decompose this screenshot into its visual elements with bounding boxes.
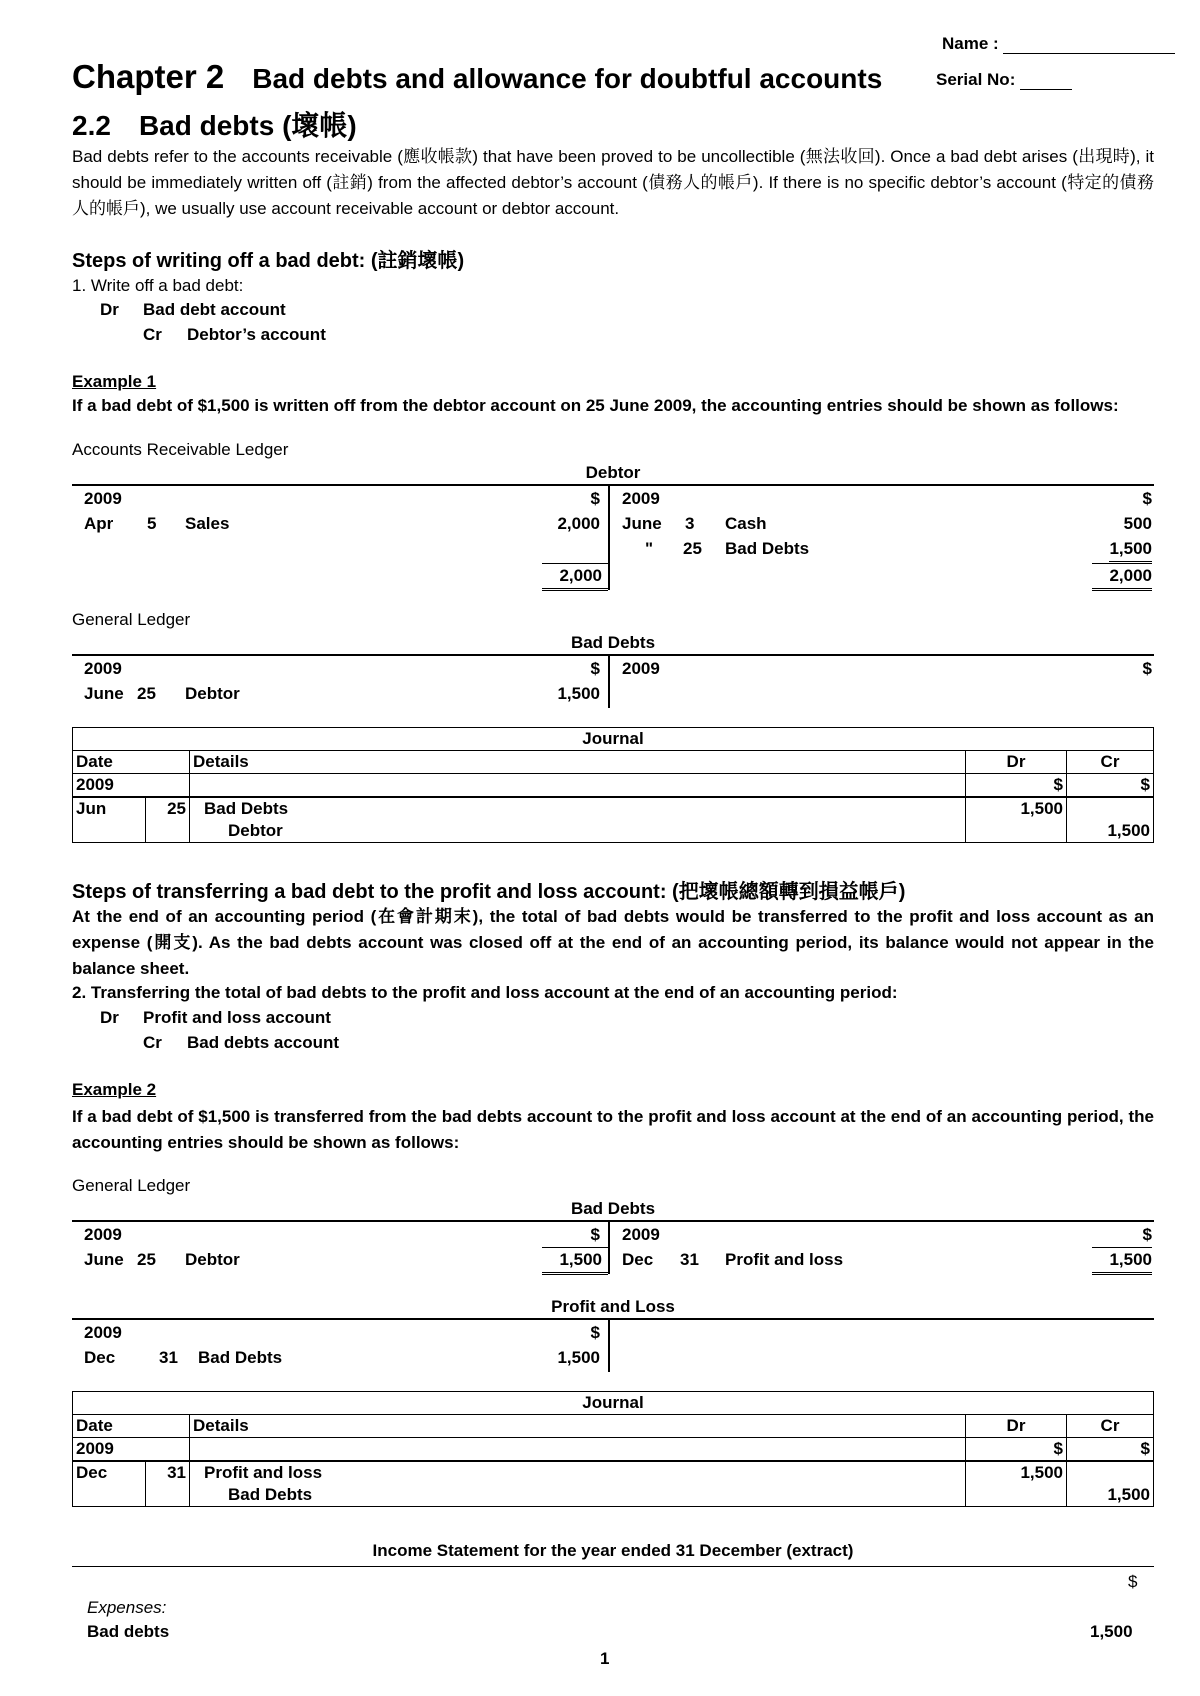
steps1-dr: Dr [100, 300, 119, 319]
ledger-entry [610, 511, 1154, 536]
chapter-title: Bad debts and allowance for doubtful accounts [252, 63, 883, 94]
debtor-title: Debtor [585, 463, 641, 482]
col-cr: Cr [1067, 751, 1154, 774]
dollar: $ [1142, 1225, 1152, 1244]
entry-month: June [84, 684, 124, 703]
cr-dollar: $ [1067, 1438, 1154, 1462]
intro-paragraph: Bad debts refer to the accounts receivable (應收帳款) that have been proved to be uncollectible (無法收回). Once a bad debt arises (出現時), it should be immediately written off (註銷) from the affected debtor’s account (債務人的帳戶). If there is no specific debtor’s account (特定的債務人的帳戶), we usually use account receivable account or debtor account. [72, 147, 1154, 218]
col-details: Details [190, 1415, 966, 1438]
journal-cr-amount: 1,500 [1067, 1484, 1154, 1507]
bad-debts-debit-total: 1,500 [542, 1247, 608, 1275]
steps2-title: Steps of transferring a bad debt to the profit and loss account: (把壞帳總額轉到損益帳戶) [72, 881, 906, 903]
section-number: 2.2 [72, 110, 111, 141]
entry-amount: 500 [1123, 514, 1152, 533]
debtor-debit-side [72, 486, 608, 590]
dollar: $ [590, 489, 600, 508]
dr-dollar: $ [966, 774, 1067, 798]
journal-dr-amount: 1,500 [966, 797, 1067, 820]
ledger-entry [610, 1247, 1154, 1272]
steps1-item: 1. Write off a bad debt: [72, 276, 244, 295]
income-bad-debts-label: Bad debts [87, 1622, 170, 1641]
entry-day: 5 [147, 514, 157, 533]
ledger-entry [610, 536, 1154, 561]
name-field [942, 34, 1175, 54]
year: 2009 [84, 489, 122, 508]
income-expenses-label: Expenses: [87, 1598, 167, 1617]
example1-text: If a bad debt of $1,500 is written off from the debtor account on 25 June 2009, the accounting entries should be shown as follows: [72, 396, 1119, 415]
journal-day: 31 [145, 1461, 189, 1484]
dollar: $ [1142, 489, 1152, 508]
name-label: Name : [942, 34, 999, 53]
gl-label-2: General Ledger [72, 1176, 191, 1195]
entry-desc: Bad Debts [725, 539, 810, 558]
journal-day: 25 [145, 797, 189, 820]
journal-cr-amount: 1,500 [1067, 820, 1154, 843]
entry-amount: 1,500 [557, 1348, 600, 1367]
journal-title: Journal [73, 728, 1154, 751]
journal-month: Jun [73, 797, 146, 820]
bad-debts-credit-side [610, 656, 1154, 708]
example1-label: Example 1 [72, 372, 157, 391]
section-title: Bad debts (壞帳) [138, 110, 357, 141]
debtor-credit-side [610, 486, 1154, 590]
year: 2009 [622, 1225, 660, 1244]
entry-desc: Sales [185, 514, 230, 533]
year: 2009 [84, 1225, 122, 1244]
col-cr: Cr [1067, 1415, 1154, 1438]
entry-amount: 1,500 [557, 684, 600, 703]
entry-month: Apr [84, 514, 114, 533]
entry-desc: Cash [725, 514, 767, 533]
entry-desc: Profit and loss [725, 1250, 844, 1269]
section-heading [72, 104, 357, 144]
debtor-debit-total: 2,000 [542, 563, 608, 591]
steps1-title: Steps of writing off a bad debt: (註銷壞帳) [72, 250, 465, 272]
journal-debit-line: Bad Debts [190, 797, 966, 820]
example2-label: Example 2 [72, 1080, 157, 1099]
bad-debts-credit-side [610, 1222, 1154, 1274]
journal-year: 2009 [73, 774, 190, 798]
entry-month: Dec [84, 1348, 116, 1367]
t-divider [608, 1320, 610, 1372]
entry-month: June [84, 1250, 124, 1269]
journal-year: 2009 [73, 1438, 190, 1462]
profit-loss-debit-side [72, 1320, 608, 1372]
page-number: 1 [600, 1649, 610, 1668]
journal-credit-line: Debtor [190, 820, 966, 843]
col-details: Details [190, 751, 966, 774]
entry-amount: 2,000 [557, 514, 600, 533]
dollar: $ [1142, 659, 1152, 678]
journal-table-2 [72, 1391, 1154, 1507]
col-dr: Dr [966, 1415, 1067, 1438]
journal-month: Dec [73, 1461, 146, 1484]
entry-month: Dec [622, 1250, 654, 1269]
entry-day: 31 [159, 1348, 178, 1367]
entry-amount: 1,500 [1109, 536, 1152, 562]
income-dollar: $ [1128, 1572, 1138, 1591]
steps2-dr: Dr [100, 1008, 119, 1027]
steps1-dr-text: Bad debt account [143, 300, 286, 319]
bad-debts-title: Bad Debts [570, 633, 656, 652]
profit-loss-t-account [72, 1296, 1154, 1372]
chapter-heading [72, 58, 882, 96]
steps2-cr-text: Bad debts account [187, 1033, 340, 1052]
ledger-entry [72, 511, 608, 536]
steps2-cr: Cr [143, 1033, 162, 1052]
steps2-dr-text: Profit and loss account [143, 1008, 331, 1027]
dollar: $ [590, 1323, 600, 1342]
col-date: Date [73, 751, 190, 774]
serial-label: Serial No: [936, 70, 1016, 89]
ledger-entry [72, 1345, 608, 1370]
col-dr: Dr [966, 751, 1067, 774]
bad-debts-title: Bad Debts [570, 1199, 656, 1218]
journal-table-1 [72, 727, 1154, 843]
year: 2009 [622, 489, 660, 508]
chapter-number: Chapter 2 [72, 58, 225, 95]
journal-credit-line: Bad Debts [190, 1484, 966, 1507]
journal-title: Journal [73, 1392, 1154, 1415]
gl-label-1: General Ledger [72, 610, 191, 629]
year: 2009 [84, 659, 122, 678]
income-bad-debts-amount: 1,500 [1090, 1622, 1133, 1641]
entry-desc: Debtor [185, 1250, 240, 1269]
ar-ledger-label: Accounts Receivable Ledger [72, 440, 289, 459]
year: 2009 [622, 659, 660, 678]
entry-day: 3 [685, 514, 695, 533]
entry-day: 25 [137, 1250, 156, 1269]
entry-month: June [622, 514, 662, 533]
bad-debts-t-account-2 [72, 1198, 1154, 1274]
serial-blank [1020, 89, 1072, 90]
dr-dollar: $ [966, 1438, 1067, 1462]
debtor-credit-total: 2,000 [1092, 563, 1152, 591]
income-statement-title: Income Statement for the year ended 31 December (extract) [372, 1541, 854, 1560]
dollar: $ [590, 1225, 600, 1244]
profit-loss-title: Profit and Loss [551, 1297, 675, 1316]
steps1-cr-text: Debtor’s account [187, 325, 326, 344]
example2-text: If a bad debt of $1,500 is transferred from the bad debts account to the profit and loss account at the end of an accounting period, the accounting entries should be shown as follows: [72, 1107, 1154, 1152]
journal-dr-amount: 1,500 [966, 1461, 1067, 1484]
ledger-entry [72, 681, 608, 706]
entry-day: 31 [680, 1250, 699, 1269]
journal-debit-line: Profit and loss [190, 1461, 966, 1484]
entry-desc: Debtor [185, 684, 240, 703]
col-date: Date [73, 1415, 190, 1438]
name-blank [1003, 53, 1175, 54]
bad-debts-debit-side [72, 656, 608, 708]
cr-dollar: $ [1067, 774, 1154, 798]
year: 2009 [84, 1323, 122, 1342]
serial-field [936, 70, 1072, 90]
steps2-paragraph: At the end of an accounting period (在會計期末), the total of bad debts would be transferred to the profit and loss account as an expense (開支). As the bad debts account was closed off at the end of an accounting period, its balance would not appear in the balance sheet. [72, 907, 1154, 978]
entry-desc: Bad Debts [198, 1348, 283, 1367]
bad-debts-credit-total: 1,500 [1092, 1247, 1152, 1275]
ledger-entry [72, 1247, 608, 1272]
entry-day: 25 [137, 684, 156, 703]
steps1-cr: Cr [143, 325, 162, 344]
dollar: $ [590, 659, 600, 678]
bad-debts-debit-side [72, 1222, 608, 1274]
bad-debts-t-account-1 [72, 632, 1154, 708]
debtor-t-account [72, 462, 1154, 590]
entry-month: " [645, 539, 654, 558]
steps2-item: 2. Transferring the total of bad debts to the profit and loss account at the end of an accounting period: [72, 983, 898, 1002]
income-statement-rule [72, 1566, 1154, 1567]
entry-day: 25 [683, 539, 702, 558]
